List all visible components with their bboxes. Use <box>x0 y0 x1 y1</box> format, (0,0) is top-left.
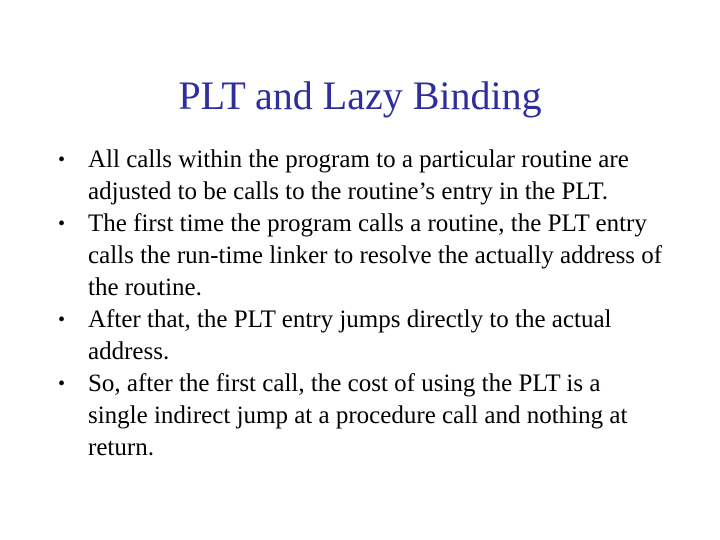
bullet-text: So, after the first call, the cost of using the PLT is a single indirect jump at a procedure call and nothing at return. <box>88 370 628 461</box>
bullet-item <box>56 368 666 464</box>
bullet-dot-icon: • <box>58 213 66 235</box>
bullet-dot-icon: • <box>58 149 66 171</box>
bullet-text: After that, the PLT entry jumps directly to the actual address. <box>88 306 612 365</box>
bullet-item <box>56 208 666 304</box>
bullet-dot-icon: • <box>58 373 66 395</box>
bullet-text: The first time the program calls a routine, the PLT entry calls the run-time linker to resolve the actually address of the routine. <box>88 210 663 301</box>
bullet-item <box>56 144 666 208</box>
bullet-item <box>56 304 666 368</box>
bullet-dot-icon: • <box>58 309 66 331</box>
slide-title: PLT and Lazy Binding <box>178 73 542 118</box>
bullet-text: All calls within the program to a particular routine are adjusted to be calls to the routine’s entry in the PLT. <box>88 146 629 205</box>
bullet-list <box>56 144 666 464</box>
